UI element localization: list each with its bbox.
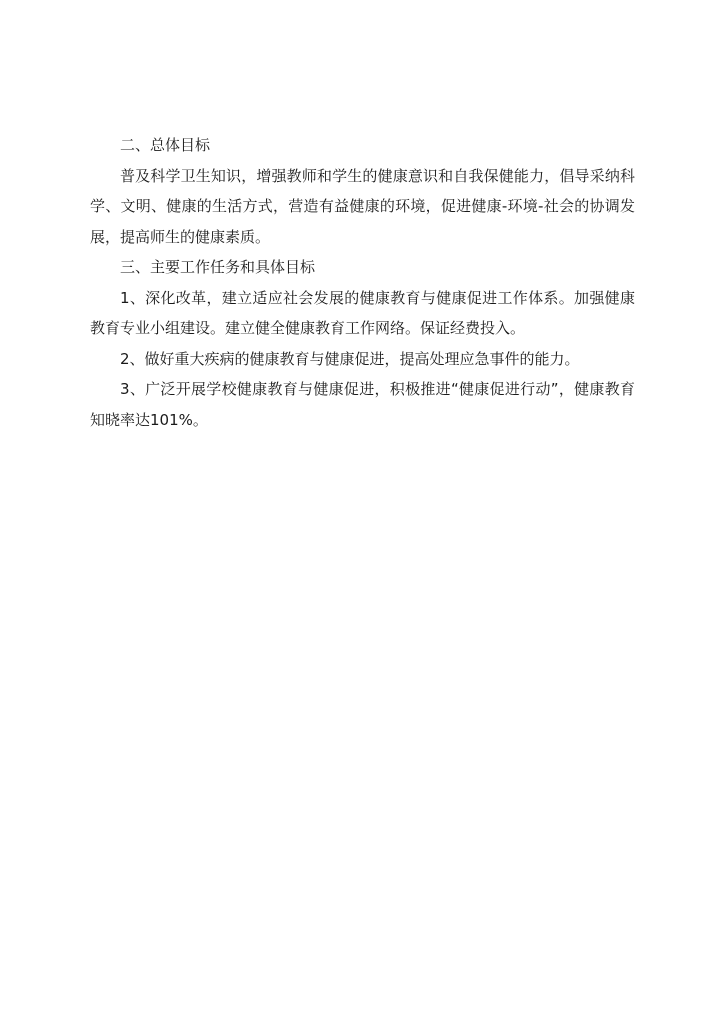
- paragraph-task-3: 3、广泛开展学校健康教育与健康促进，积极推进“健康促进行动”，健康教育知晓率达101%。: [90, 380, 635, 429]
- paragraph-task-2: 2、做好重大疾病的健康教育与健康促进，提高处理应急事件的能力。: [120, 349, 580, 368]
- document-body: [90, 130, 635, 435]
- paragraph-task-1: 1、深化改革，建立适应社会发展的健康教育与健康促进工作体系。加强健康教育专业小组建设。建立健全健康教育工作网络。保证经费投入。: [90, 288, 635, 337]
- section-heading-overall-goals: 二、总体目标: [120, 136, 211, 154]
- section-heading-main-tasks: 三、主要工作任务和具体目标: [120, 258, 316, 276]
- paragraph-overall-goals: 普及科学卫生知识，增强教师和学生的健康意识和自我保健能力，倡导采纳科学、文明、健康的生活方式，营造有益健康的环境，促进健康-环境-社会的协调发展，提高师生的健康素质。: [90, 166, 635, 246]
